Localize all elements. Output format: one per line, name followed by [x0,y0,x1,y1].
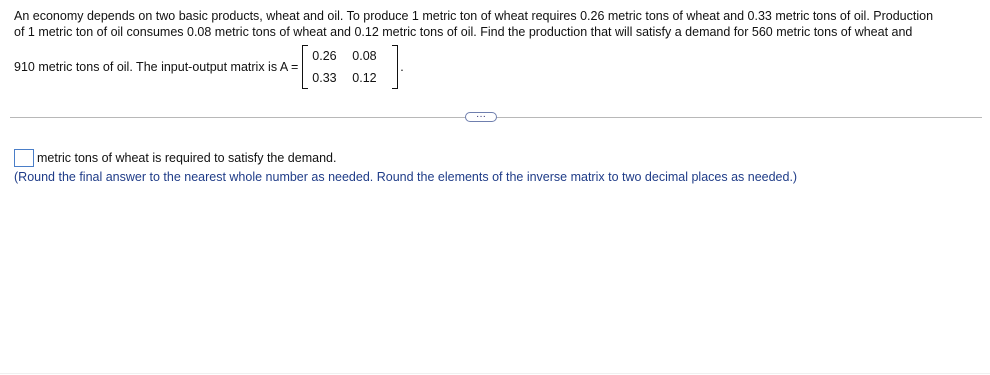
matrix-left-bracket [302,45,308,89]
matrix-prefix-text: 910 metric tons of oil. The input-output matrix is A = [14,60,299,74]
answer-row [14,149,336,167]
wheat-answer-input[interactable] [14,149,34,167]
matrix-cell-2-2: 0.12 [352,71,377,85]
matrix-grid [310,45,390,89]
matrix-period: . [400,60,404,74]
matrix-cell-1-2: 0.08 [352,49,377,63]
matrix-right-bracket [392,45,398,89]
input-output-matrix [302,45,398,89]
question-text [14,8,979,40]
rounding-hint: (Round the final answer to the nearest whole number as needed. Round the elements of the inverse matrix to two decimal places as needed.) [14,170,798,184]
more-options-button[interactable]: ··· [465,112,497,122]
matrix-statement [14,43,404,91]
bottom-rule [0,373,990,374]
answer-suffix-text: metric tons of wheat is required to satisfy the demand. [37,151,337,165]
matrix-cell-1-1: 0.26 [312,49,337,63]
question-line-2: of 1 metric ton of oil consumes 0.08 metric tons of wheat and 0.12 metric tons of oil. Find the production that will satisfy a demand for 560 metric tons of wheat and [14,25,913,39]
matrix-cell-2-1: 0.33 [312,71,337,85]
question-line-1: An economy depends on two basic products, wheat and oil. To produce 1 metric ton of wheat requires 0.26 metric tons of wheat and 0.33 metric tons of oil. Production [14,9,934,23]
